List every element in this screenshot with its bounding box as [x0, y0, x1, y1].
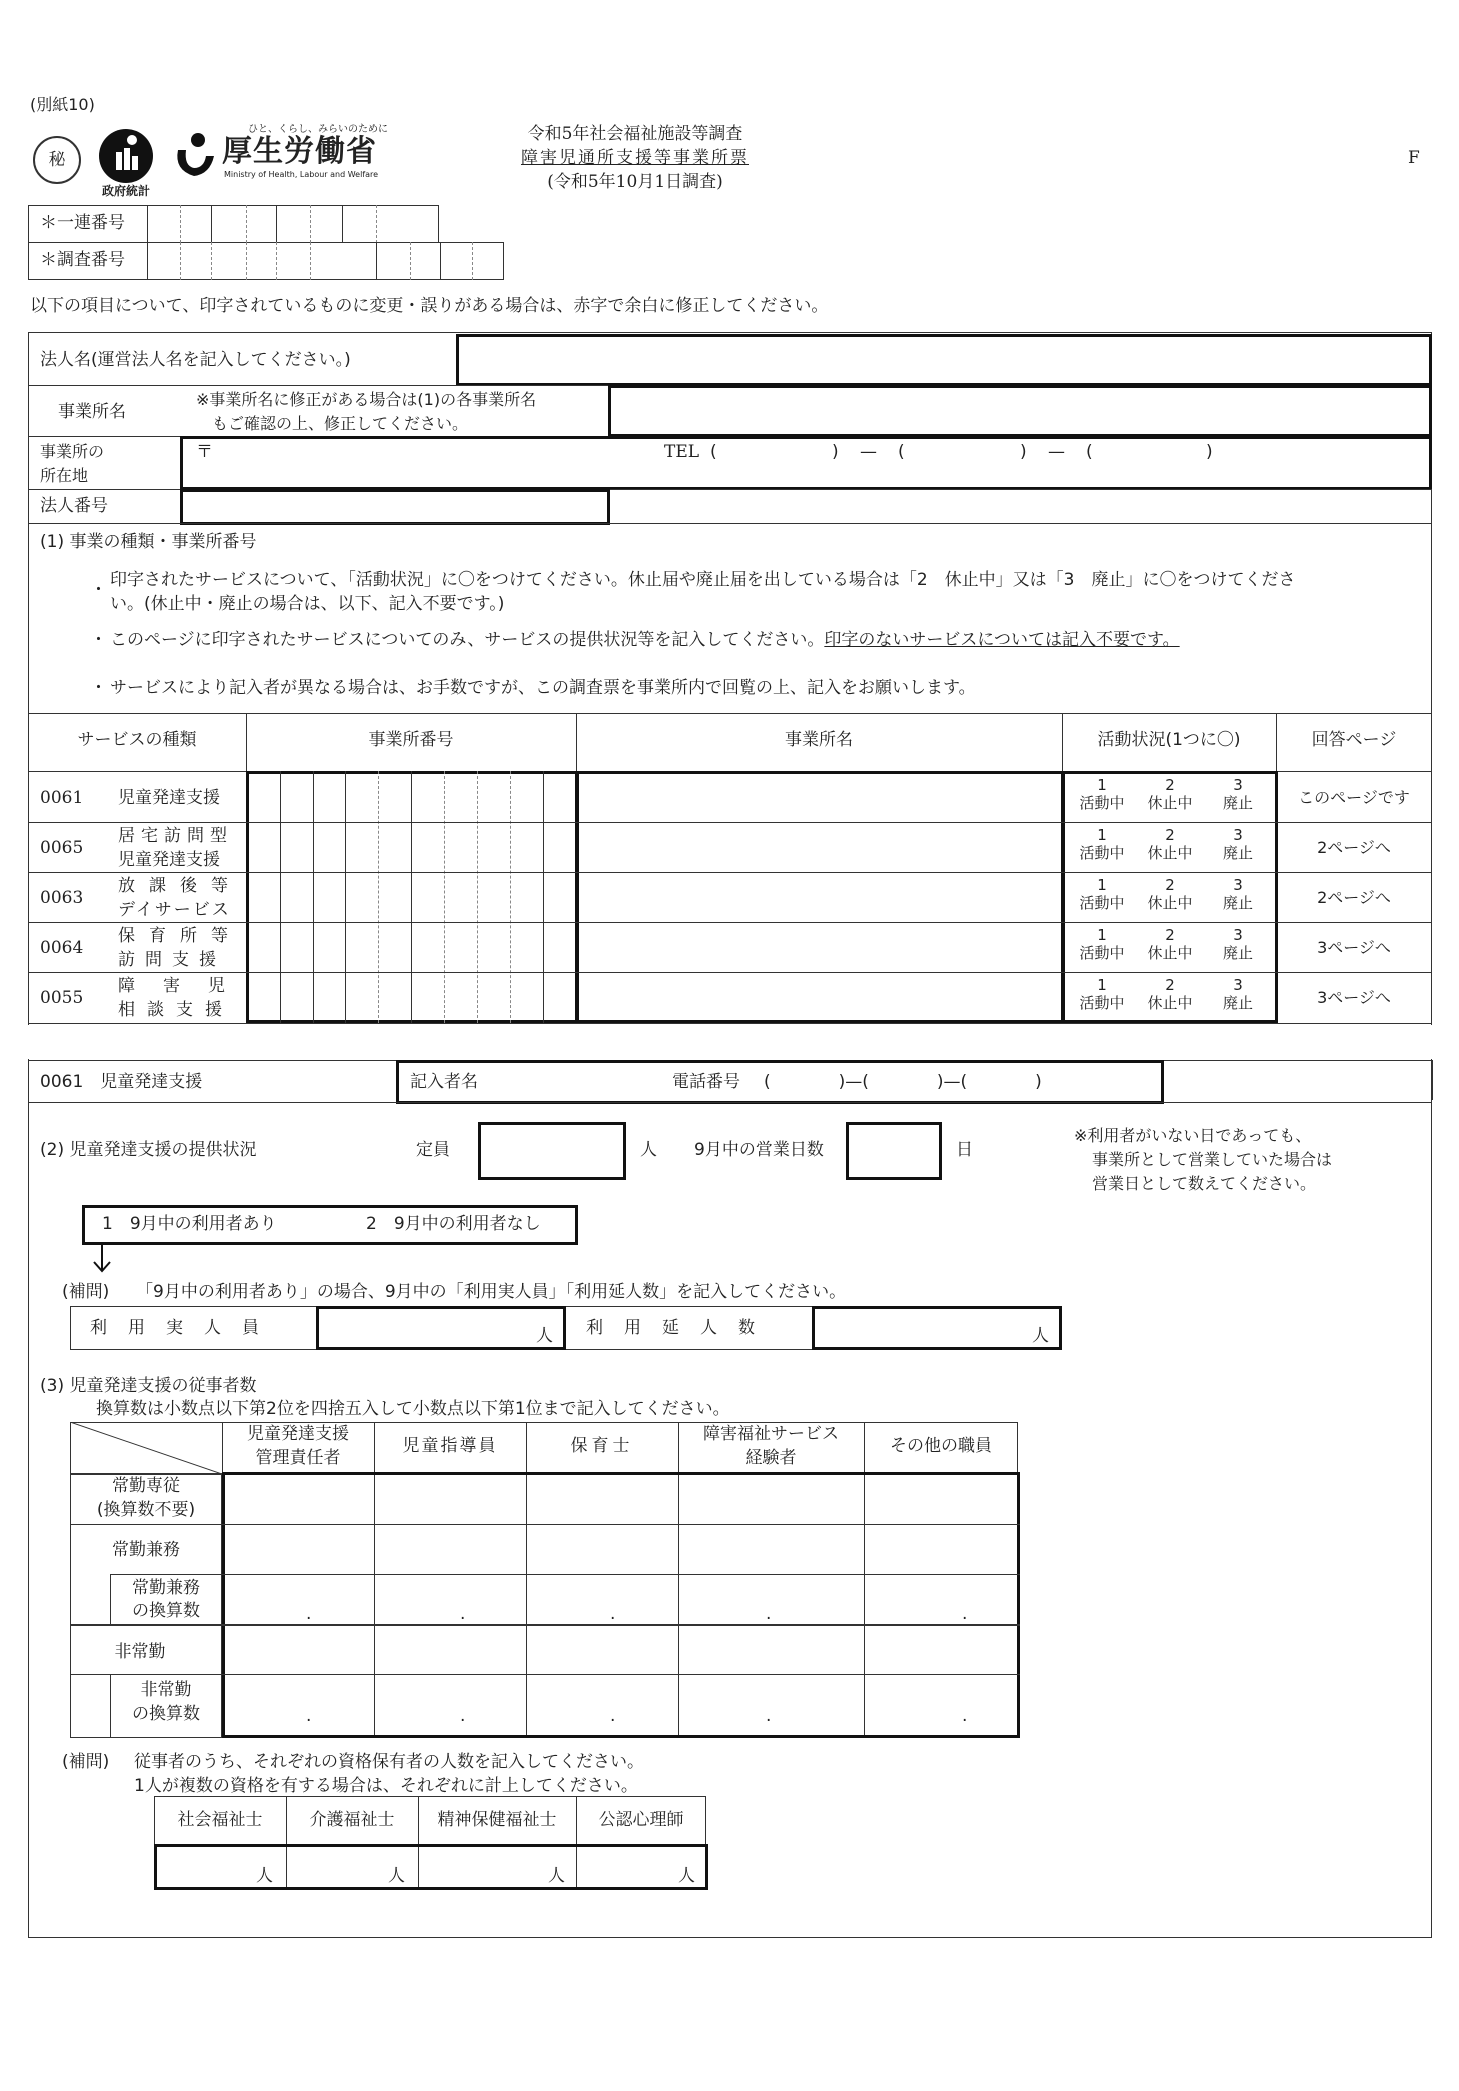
qual-col-psychiatric-worker: 精神保健福祉士 — [437, 1810, 557, 1830]
staff-row-parttime: 非常勤 — [114, 1642, 166, 1662]
status-suspended[interactable]: 休止中 — [1147, 794, 1193, 812]
qual-unit: 人 — [388, 1866, 405, 1886]
decimal-point: . — [610, 1706, 616, 1726]
tel-dash: — — [1048, 442, 1065, 462]
status-closed[interactable]: 廃止 — [1222, 894, 1253, 912]
staff-row-parttime-fte-line1: 非常勤 — [140, 1680, 192, 1700]
ministry-tagline: ひと、くらし、みらいのために — [248, 124, 388, 135]
business-days-input[interactable] — [846, 1122, 942, 1180]
form-title-line1: 令和5年社会福祉施設等調査 — [527, 124, 743, 144]
staff-col-experienced-line2: 経験者 — [745, 1448, 797, 1468]
section3-title: (3) 児童発達支援の従事者数 — [40, 1376, 257, 1396]
col-number-header: 事業所番号 — [368, 730, 454, 750]
capacity-unit: 人 — [640, 1140, 657, 1160]
form-title-line3: (令和5年10月1日調査) — [547, 172, 723, 192]
section1-title: (1) 事業の種類・事業所番号 — [40, 532, 257, 552]
ministry-emblem-icon — [172, 130, 218, 180]
status-active[interactable]: 活動中 — [1079, 944, 1125, 962]
decimal-point: . — [306, 1604, 312, 1624]
status-options-0055[interactable] — [1064, 976, 1276, 1012]
serial-number-label: ＊一連番号 — [40, 213, 125, 233]
option-no-users[interactable]: 2 9月中の利用者なし — [366, 1214, 541, 1234]
qual-unit: 人 — [256, 1866, 273, 1886]
service-code-0064: 0064 — [40, 938, 84, 958]
col-page-header: 回答ページ — [1311, 730, 1397, 750]
status-suspended[interactable]: 休止中 — [1147, 994, 1193, 1012]
staff-row-fulltime-dedicated-line1: 常勤専従 — [112, 1476, 180, 1496]
section1-bullet2-underlined: 印字のないサービスについては記入不要です。 — [824, 630, 1180, 650]
tel-label: TEL — [664, 442, 700, 462]
status-num: 2 — [1165, 876, 1175, 894]
decimal-point: . — [962, 1604, 968, 1624]
status-active[interactable]: 活動中 — [1079, 994, 1125, 1012]
total-users-input[interactable] — [812, 1306, 1062, 1350]
actual-users-label: 利 用 実 人 員 — [90, 1318, 261, 1338]
status-active[interactable]: 活動中 — [1079, 894, 1125, 912]
office-name-inputs[interactable] — [576, 771, 1064, 1023]
tel-paren: ) — [1020, 442, 1027, 462]
total-users-label: 利 用 延 人 数 — [586, 1318, 757, 1338]
section1-bullet1-line1: 印字されたサービスについて、「活動状況」に〇をつけてください。休止届や廃止届を出している場合は「2 休止中」又は「3 廃止」に〇をつけてくださ — [110, 570, 1296, 590]
status-suspended[interactable]: 休止中 — [1147, 844, 1193, 862]
section1-bullet1-line2: い。(休止中・廃止の場合は、以下、記入不要です。) — [110, 594, 505, 614]
qual-col-social-worker: 社会福祉士 — [177, 1810, 263, 1830]
answer-page-0064: 3ページへ — [1317, 938, 1391, 957]
postal-mark: 〒 — [196, 442, 213, 462]
status-num: 1 — [1097, 926, 1107, 944]
status-num: 2 — [1165, 826, 1175, 844]
phone-label: 電話番号 — [672, 1072, 740, 1092]
qual-unit: 人 — [548, 1866, 565, 1886]
form-code: F — [1408, 148, 1420, 168]
status-num: 1 — [1097, 976, 1107, 994]
staff-row-fulltime-fte-line2: の換算数 — [132, 1601, 200, 1621]
gov-stats-label: 政府統計 — [102, 184, 151, 198]
status-options-0064[interactable] — [1064, 926, 1276, 962]
capacity-input[interactable] — [478, 1122, 626, 1180]
status-num: 2 — [1165, 976, 1175, 994]
service-name-0065-line2: 児童発達支援 — [118, 850, 220, 870]
status-suspended[interactable]: 休止中 — [1147, 894, 1193, 912]
recorder-label: 記入者名 — [410, 1072, 478, 1092]
status-num: 3 — [1233, 926, 1243, 944]
qual-unit: 人 — [678, 1866, 695, 1886]
address-label1: 事業所の — [40, 442, 105, 461]
staff-input-grid[interactable] — [222, 1472, 1020, 1738]
decimal-point: . — [460, 1706, 466, 1726]
survey-number-input[interactable] — [148, 243, 503, 279]
status-num: 3 — [1233, 976, 1243, 994]
attachment-label: (別紙10) — [30, 95, 95, 114]
service-code-0065: 0065 — [40, 838, 84, 858]
corp-number-label: 法人番号 — [40, 496, 108, 516]
address-input[interactable] — [180, 436, 1432, 490]
total-users-unit: 人 — [1032, 1326, 1049, 1346]
ministry-logo — [172, 130, 218, 180]
service-name-0055-line2: 相談支援 — [118, 1000, 234, 1020]
status-options-0063[interactable] — [1064, 876, 1276, 912]
status-closed[interactable]: 廃止 — [1222, 844, 1253, 862]
service-code-0055: 0055 — [40, 988, 84, 1008]
corp-name-label: 法人名(運営法人名を記入してください。) — [40, 350, 351, 370]
decimal-point: . — [460, 1604, 466, 1624]
decimal-point: . — [610, 1604, 616, 1624]
form-title-line2: 障害児通所支援等事業所票 — [521, 148, 749, 168]
office-name-note1: ※事業所名に修正がある場合は(1)の各事業所名 — [196, 390, 537, 409]
actual-users-input[interactable] — [316, 1306, 566, 1350]
staff-row-fulltime-dedicated-line2: (換算数不要) — [96, 1500, 196, 1520]
staff-col-manager-line2: 管理責任者 — [255, 1448, 341, 1468]
status-num: 3 — [1233, 826, 1243, 844]
staff-col-experienced-line1: 障害福祉サービス — [703, 1424, 839, 1444]
staff-row-fulltime-concurrent: 常勤兼務 — [112, 1540, 180, 1560]
qual-supp-label: (補問) — [62, 1752, 110, 1772]
section0061-header: 0061 児童発達支援 — [40, 1072, 203, 1092]
status-closed[interactable]: 廃止 — [1222, 944, 1253, 962]
status-num: 1 — [1097, 776, 1107, 794]
col-name-header: 事業所名 — [785, 730, 853, 750]
business-days-note3: 営業日として数えてください。 — [1092, 1174, 1317, 1193]
tel-dash: — — [860, 442, 877, 462]
tel-paren: ( — [710, 442, 717, 462]
staff-table-corner — [70, 1422, 222, 1474]
business-days-unit: 日 — [956, 1140, 973, 1160]
staff-col-other: その他の職員 — [890, 1436, 992, 1456]
decimal-point: . — [766, 1604, 772, 1624]
business-days-note1: ※利用者がいない日であっても、 — [1074, 1126, 1312, 1145]
staff-col-manager-line1: 児童発達支援 — [247, 1424, 349, 1444]
service-name-0063-line1: 放課後等 — [118, 876, 242, 896]
status-num: 3 — [1233, 876, 1243, 894]
ministry-name-en: Ministry of Health, Labour and Welfare — [224, 170, 379, 179]
status-closed[interactable]: 廃止 — [1222, 994, 1253, 1012]
staff-col-nursery: 保育士 — [570, 1436, 634, 1456]
tel-paren: ) — [1206, 442, 1213, 462]
status-num: 2 — [1165, 776, 1175, 794]
bullet-mark: ・ — [90, 678, 107, 698]
status-active[interactable]: 活動中 — [1079, 844, 1125, 862]
answer-page-0061: このページです — [1298, 788, 1410, 807]
confidential-seal: 秘 — [33, 136, 81, 184]
section1-bullet2 — [110, 630, 1180, 650]
qual-line2: 1人が複数の資格を有する場合は、それぞれに計上してください。 — [134, 1776, 638, 1796]
decimal-point: . — [306, 1706, 312, 1726]
arrow-down-icon — [90, 1244, 114, 1274]
status-options-0065[interactable] — [1064, 826, 1276, 862]
survey-number-label: ＊調査番号 — [40, 250, 125, 270]
col-status-header: 活動状況(1つに〇) — [1097, 730, 1241, 750]
staff-col-instructor: 児童指導員 — [402, 1436, 498, 1456]
bullet-mark: ・ — [90, 580, 107, 600]
service-code-0061: 0061 — [40, 788, 84, 808]
phone-format: ( )—( )—( ) — [764, 1072, 1042, 1092]
serial-number-input[interactable] — [148, 206, 438, 242]
office-name-note2: もご確認の上、修正してください。 — [212, 414, 469, 433]
staff-row-fulltime-fte-line1: 常勤兼務 — [132, 1578, 200, 1598]
status-num: 2 — [1165, 926, 1175, 944]
service-name-0064-line2: 訪問支援 — [118, 950, 226, 970]
corp-name-input[interactable] — [456, 334, 1432, 386]
office-name-label: 事業所名 — [58, 402, 126, 422]
section-gap — [27, 1025, 1433, 1059]
tel-paren: ( — [898, 442, 905, 462]
qual-input-row[interactable] — [154, 1844, 708, 1890]
qual-col-psychologist: 公認心理師 — [598, 1810, 684, 1830]
status-active[interactable]: 活動中 — [1079, 794, 1125, 812]
correction-notice: 以下の項目について、印字されているものに変更・誤りがある場合は、赤字で余白に修正してください。 — [30, 296, 829, 316]
qual-col-care-worker: 介護福祉士 — [309, 1810, 395, 1830]
section3-note: 換算数は小数点以下第2位を四捨五入して小数点以下第1位まで記入してください。 — [96, 1399, 730, 1419]
service-code-0063: 0063 — [40, 888, 84, 908]
status-suspended[interactable]: 休止中 — [1147, 944, 1193, 962]
gov-stats-icon — [98, 128, 154, 184]
answer-page-0065: 2ページへ — [1317, 838, 1391, 857]
business-days-note2: 事業所として営業していた場合は — [1092, 1150, 1333, 1169]
decimal-point: . — [766, 1706, 772, 1726]
service-name-0064-line1: 保育所等 — [118, 926, 242, 946]
staff-row-parttime-fte-line2: の換算数 — [132, 1704, 200, 1724]
actual-users-unit: 人 — [536, 1326, 553, 1346]
supp-label: (補問) — [62, 1282, 110, 1302]
tel-paren: ( — [1086, 442, 1093, 462]
ministry-name: 厚生労働省 — [222, 134, 377, 169]
answer-page-0055: 3ページへ — [1317, 988, 1391, 1007]
business-days-label: 9月中の営業日数 — [694, 1140, 824, 1160]
status-closed[interactable]: 廃止 — [1222, 794, 1253, 812]
service-name-0055-line1: 障害児 — [118, 976, 253, 996]
address-label2: 所在地 — [40, 466, 89, 485]
status-num: 1 — [1097, 876, 1107, 894]
col-service-header: サービスの種類 — [77, 730, 197, 750]
qual-line1: 従事者のうち、それぞれの資格保有者の人数を記入してください。 — [134, 1752, 644, 1772]
answer-page-0063: 2ページへ — [1317, 888, 1391, 907]
section1-bullet3: サービスにより記入者が異なる場合は、お手数ですが、この調査票を事業所内で回覧の上、記入をお願いします。 — [110, 678, 976, 698]
decimal-point: . — [962, 1706, 968, 1726]
status-num: 3 — [1233, 776, 1243, 794]
option-users-present[interactable]: 1 9月中の利用者あり — [102, 1214, 277, 1234]
capacity-label: 定員 — [416, 1140, 450, 1160]
status-num: 1 — [1097, 826, 1107, 844]
tel-paren: ) — [832, 442, 839, 462]
section1-bullet2-text: このページに印字されたサービスについてのみ、サービスの提供状況等を記入してください。 — [110, 630, 825, 650]
bullet-mark: ・ — [90, 630, 107, 650]
office-number-inputs[interactable] — [246, 771, 578, 1023]
section2-title: (2) 児童発達支援の提供状況 — [40, 1140, 257, 1160]
gov-stats-logo — [98, 128, 154, 184]
service-name-0061: 児童発達支援 — [118, 788, 220, 808]
service-name-0065-line1: 居宅訪問型 — [118, 826, 233, 846]
corp-number-input[interactable] — [180, 489, 610, 525]
status-options-0061[interactable] — [1064, 776, 1276, 812]
office-name-input[interactable] — [608, 385, 1432, 437]
supp-text: 「9月中の利用者あり」の場合、9月中の「利用実人員」「利用延人数」を記入してください。 — [136, 1282, 847, 1302]
service-name-0063-line2: デイサービス — [118, 900, 231, 920]
